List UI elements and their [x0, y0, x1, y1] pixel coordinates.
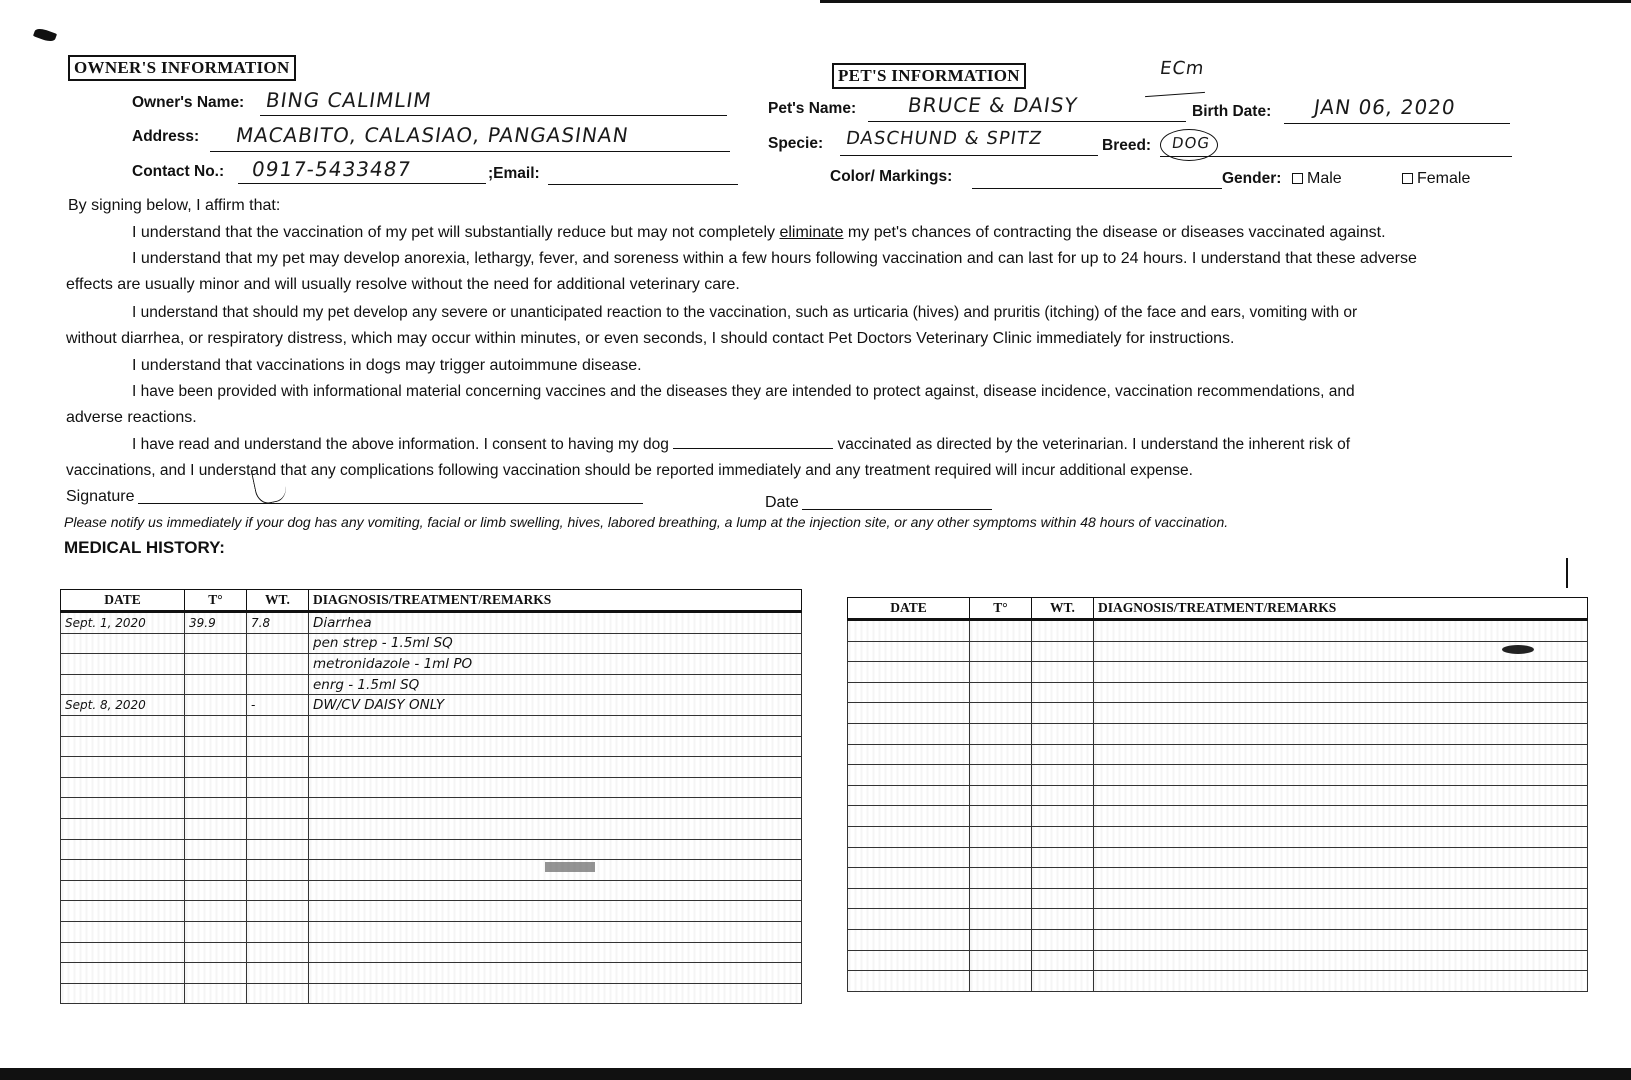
row-weight-cell [1032, 950, 1094, 971]
bottom-edge-band [0, 1068, 1631, 1080]
row-temp-cell [185, 963, 247, 984]
consent-paragraph-3-line-1: I understand that should my pet develop any severe or unanticipated reaction to the vaccination, such as urticaria (hives) and pruritis (itching) of the face and ears, vomiting with or [132, 304, 1358, 321]
row-remarks-cell [1094, 806, 1588, 827]
table-row [848, 723, 1588, 744]
row-temp-cell [970, 847, 1032, 868]
row-remarks-cell [1094, 950, 1588, 971]
row-weight-cell [247, 715, 309, 736]
row-remarks-cell [309, 963, 802, 984]
row-weight-cell [1032, 909, 1094, 930]
gender-female-label: Female [1417, 170, 1471, 187]
row-remarks-cell [1094, 620, 1588, 642]
row-date-cell [848, 641, 970, 662]
row-remarks-cell [309, 880, 802, 901]
row-temp-cell [970, 950, 1032, 971]
contact-value: 0917-5433487 [250, 157, 413, 181]
row-remarks-cell [309, 798, 802, 819]
row-weight-cell [247, 757, 309, 778]
table-row [848, 971, 1588, 992]
table-row [61, 818, 802, 839]
consent-paragraph-6-line-2: vaccinations, and I understand that any complications following vaccination should be reported immediately and any treatment required will incur additional expense. [66, 462, 1193, 479]
row-date-cell [61, 777, 185, 798]
email-label: ;Email: [488, 165, 540, 182]
top-edge-line [820, 0, 1631, 3]
row-remarks-cell [309, 818, 802, 839]
row-remarks-cell [1094, 971, 1588, 992]
consent-paragraph-3-line-2: without diarrhea, or respiratory distress, which may occur within minutes, or even seconds, I should contact Pet Doctors Veterinary Clinic immediately for instructions. [66, 330, 1235, 347]
specie-label: Specie: [768, 135, 824, 152]
row-weight-cell [247, 839, 309, 860]
date-line[interactable] [802, 509, 992, 510]
row-weight-cell [1032, 703, 1094, 724]
table-row [848, 785, 1588, 806]
consent-p6-start: I have read and understand the above information. I consent to having my dog [132, 436, 669, 453]
table-row [848, 909, 1588, 930]
row-remarks-cell [1094, 826, 1588, 847]
gender-male-option[interactable] [1292, 170, 1342, 188]
row-temp-cell [970, 888, 1032, 909]
row-weight-cell [247, 963, 309, 984]
address-value: MACABITO, CALASIAO, PANGASINAN [234, 123, 631, 147]
consent-p6-end: vaccinated as directed by the veterinarian. I understand the inherent risk of [837, 436, 1351, 453]
col-temp-header: T° [185, 590, 247, 612]
table-row [848, 744, 1588, 765]
row-temp-cell [970, 620, 1032, 642]
table-row [61, 695, 802, 716]
dog-name-blank[interactable] [673, 448, 833, 449]
row-weight-cell [247, 921, 309, 942]
row-temp-cell [970, 929, 1032, 950]
row-temp-cell [185, 818, 247, 839]
consent-intro: By signing below, I affirm that: [68, 197, 281, 214]
col-diagnosis-header-right: DIAGNOSIS/TREATMENT/REMARKS [1094, 598, 1588, 620]
table-row [61, 736, 802, 757]
row-weight-cell [247, 633, 309, 654]
row-temp-cell [970, 662, 1032, 683]
row-date-cell [848, 723, 970, 744]
table-row [61, 612, 802, 634]
row-remarks-cell [1094, 703, 1588, 724]
row-remarks-cell [309, 715, 802, 736]
row-date-cell [848, 888, 970, 909]
row-remarks-cell [1094, 723, 1588, 744]
row-weight-cell [1032, 682, 1094, 703]
row-remarks-cell: Diarrhea [309, 612, 802, 634]
row-date-cell [61, 901, 185, 922]
row-weight-cell [247, 654, 309, 675]
row-remarks-cell [309, 777, 802, 798]
row-weight-cell [1032, 785, 1094, 806]
row-temp-cell [970, 744, 1032, 765]
row-temp-cell [185, 942, 247, 963]
row-remarks-cell [309, 942, 802, 963]
pet-margin-underline [1145, 92, 1205, 97]
row-date-cell [848, 662, 970, 683]
row-temp-cell [185, 736, 247, 757]
row-temp-cell [970, 806, 1032, 827]
row-remarks-cell [1094, 868, 1588, 889]
consent-paragraph-5-line-2: adverse reactions. [66, 409, 197, 426]
row-weight-cell [247, 818, 309, 839]
breed-value: DOG [1170, 134, 1212, 152]
consent-p1-start: I understand that the vaccination of my pet will substantially reduce but may not completely [132, 224, 780, 241]
row-remarks-cell: metronidazole - 1ml PO [309, 654, 802, 675]
row-date-cell [848, 785, 970, 806]
table-row [61, 860, 802, 881]
row-remarks-cell [1094, 744, 1588, 765]
margin-tick-right [1566, 558, 1568, 588]
birth-date-value: JAN 06, 2020 [1312, 95, 1458, 119]
table-row [61, 942, 802, 963]
row-weight-cell [1032, 723, 1094, 744]
table-row [848, 929, 1588, 950]
consent-paragraph-2-line-1: I understand that my pet may develop anorexia, lethargy, fever, and soreness within a few hours following vaccination and can last for up to 24 hours. I understand that these adverse [132, 250, 1417, 267]
row-temp-cell [185, 921, 247, 942]
row-date-cell [61, 818, 185, 839]
row-weight-cell [1032, 929, 1094, 950]
row-date-cell [61, 736, 185, 757]
row-remarks-cell [309, 839, 802, 860]
row-temp-cell [970, 826, 1032, 847]
row-temp-cell [185, 798, 247, 819]
medical-history-title: MEDICAL HISTORY: [64, 538, 225, 557]
row-temp-cell: 39.9 [185, 612, 247, 634]
row-temp-cell [185, 839, 247, 860]
row-weight-cell [1032, 765, 1094, 786]
row-temp-cell [185, 880, 247, 901]
row-date-cell [61, 963, 185, 984]
table-row [848, 806, 1588, 827]
row-date-cell [848, 909, 970, 930]
table-row [61, 901, 802, 922]
table-row [61, 633, 802, 654]
notice-text: Please notify us immediately if your dog has any vomiting, facial or limb swelling, hives, labored breathing, a lump at the injection site, or any other symptoms within 48 hours of vaccination. [64, 514, 1229, 530]
row-temp-cell [970, 682, 1032, 703]
table-row [61, 839, 802, 860]
row-weight-cell [1032, 744, 1094, 765]
row-remarks-cell: pen strep - 1.5ml SQ [309, 633, 802, 654]
date-label: Date [765, 494, 799, 511]
row-date-cell [848, 868, 970, 889]
row-remarks-cell [1094, 662, 1588, 683]
row-temp-cell [970, 723, 1032, 744]
row-remarks-cell [1094, 785, 1588, 806]
row-date-cell [61, 654, 185, 675]
row-weight-cell: - [247, 695, 309, 716]
table-row [848, 765, 1588, 786]
table-row [848, 662, 1588, 683]
row-date-cell [848, 950, 970, 971]
table-row [848, 620, 1588, 642]
row-date-cell [848, 929, 970, 950]
row-weight-cell [247, 674, 309, 695]
row-date-cell [61, 839, 185, 860]
col-date-header: DATE [61, 590, 185, 612]
row-date-cell [848, 744, 970, 765]
smudge-right-table [1502, 645, 1534, 654]
row-temp-cell [185, 715, 247, 736]
consent-paragraph-6-line-1 [132, 432, 1350, 458]
row-temp-cell [970, 703, 1032, 724]
row-temp-cell [185, 654, 247, 675]
row-weight-cell [247, 983, 309, 1004]
smudge-left-table [545, 862, 595, 872]
row-temp-cell [185, 777, 247, 798]
row-weight-cell: 7.8 [247, 612, 309, 634]
row-temp-cell [970, 765, 1032, 786]
table-row [848, 703, 1588, 724]
row-remarks-cell [1094, 888, 1588, 909]
breed-label: Breed: [1102, 137, 1152, 154]
specie-line [840, 155, 1098, 156]
row-remarks-cell [309, 921, 802, 942]
col-weight-header-right: WT. [1032, 598, 1094, 620]
table-row [848, 847, 1588, 868]
table-row [848, 888, 1588, 909]
row-date-cell [848, 826, 970, 847]
consent-paragraph-1 [132, 220, 1386, 246]
row-weight-cell [247, 798, 309, 819]
row-temp-cell [970, 785, 1032, 806]
contact-label: Contact No.: [132, 163, 225, 180]
row-temp-cell [185, 860, 247, 881]
address-label: Address: [132, 128, 200, 145]
col-temp-header-right: T° [970, 598, 1032, 620]
color-markings-line [972, 188, 1222, 189]
row-remarks-cell [309, 757, 802, 778]
row-weight-cell [1032, 847, 1094, 868]
gender-label: Gender: [1222, 170, 1282, 187]
row-weight-cell [1032, 662, 1094, 683]
row-date-cell: Sept. 8, 2020 [61, 695, 185, 716]
row-date-cell [61, 860, 185, 881]
table-row [61, 963, 802, 984]
row-weight-cell [1032, 826, 1094, 847]
owner-name-line [260, 115, 727, 116]
gender-male-label: Male [1307, 170, 1342, 187]
row-date-cell [61, 880, 185, 901]
row-date-cell [848, 703, 970, 724]
signature-line[interactable] [138, 503, 643, 504]
row-remarks-cell [309, 983, 802, 1004]
table-row [61, 921, 802, 942]
row-date-cell [61, 757, 185, 778]
row-date-cell [848, 806, 970, 827]
table-row [848, 641, 1588, 662]
row-remarks-cell: enrg - 1.5ml SQ [309, 674, 802, 695]
medical-history-table-right [847, 597, 1588, 992]
pet-name-line [868, 121, 1186, 122]
row-date-cell [848, 682, 970, 703]
consent-paragraph-4: I understand that vaccinations in dogs may trigger autoimmune disease. [132, 357, 642, 374]
row-date-cell: Sept. 1, 2020 [61, 612, 185, 634]
pet-name-value: BRUCE & DAISY [906, 93, 1080, 117]
row-date-cell [61, 921, 185, 942]
row-temp-cell [970, 641, 1032, 662]
row-temp-cell [970, 868, 1032, 889]
gender-male-checkbox[interactable] [1292, 173, 1303, 184]
row-remarks-cell [309, 736, 802, 757]
row-temp-cell [185, 674, 247, 695]
table-row [61, 798, 802, 819]
consent-paragraph-2-line-2: effects are usually minor and will usually resolve without the need for additional veterinary care. [66, 276, 740, 293]
table-row [61, 674, 802, 695]
col-diagnosis-header: DIAGNOSIS/TREATMENT/REMARKS [309, 590, 802, 612]
row-temp-cell [185, 633, 247, 654]
table-row [61, 983, 802, 1004]
col-weight-header: WT. [247, 590, 309, 612]
row-weight-cell [1032, 868, 1094, 889]
row-temp-cell [185, 757, 247, 778]
row-temp-cell [185, 695, 247, 716]
table-row [61, 777, 802, 798]
specie-value: DASCHUND & SPITZ [844, 128, 1044, 149]
signature-label: Signature [66, 488, 135, 505]
row-weight-cell [247, 777, 309, 798]
row-weight-cell [1032, 806, 1094, 827]
row-remarks-cell [1094, 847, 1588, 868]
row-date-cell [61, 633, 185, 654]
contact-line [238, 183, 486, 184]
table-row [848, 682, 1588, 703]
row-weight-cell [1032, 641, 1094, 662]
breed-line [1160, 156, 1512, 157]
row-remarks-cell: DW/CV DAISY ONLY [309, 695, 802, 716]
email-line [548, 184, 738, 185]
row-weight-cell [247, 880, 309, 901]
address-line [210, 151, 730, 152]
row-temp-cell [970, 971, 1032, 992]
row-weight-cell [247, 901, 309, 922]
row-date-cell [848, 765, 970, 786]
row-weight-cell [247, 736, 309, 757]
table-row [61, 880, 802, 901]
scan-mark [33, 27, 57, 44]
row-temp-cell [185, 983, 247, 1004]
row-weight-cell [247, 942, 309, 963]
row-temp-cell [970, 909, 1032, 930]
pet-name-label: Pet's Name: [768, 100, 857, 117]
row-weight-cell [247, 860, 309, 881]
table-row [61, 757, 802, 778]
owner-name-value: BING CALIMLIM [264, 88, 434, 112]
owner-name-label: Owner's Name: [132, 94, 245, 111]
table-row [848, 826, 1588, 847]
row-remarks-cell [1094, 909, 1588, 930]
row-remarks-cell [309, 901, 802, 922]
row-date-cell [61, 715, 185, 736]
row-weight-cell [1032, 888, 1094, 909]
table-row [848, 868, 1588, 889]
row-weight-cell [1032, 971, 1094, 992]
row-date-cell [848, 620, 970, 642]
gender-female-checkbox[interactable] [1402, 173, 1413, 184]
birth-date-label: Birth Date: [1192, 103, 1272, 120]
pet-section-title: PET'S INFORMATION [832, 63, 1026, 89]
table-row [61, 654, 802, 675]
table-row [61, 715, 802, 736]
birth-date-line [1284, 123, 1510, 124]
row-remarks-cell [1094, 929, 1588, 950]
owner-section-title: OWNER'S INFORMATION [68, 55, 296, 81]
col-date-header-right: DATE [848, 598, 970, 620]
consent-p1-end: my pet's chances of contracting the disease or diseases vaccinated against. [843, 224, 1386, 241]
row-weight-cell [1032, 620, 1094, 642]
row-remarks-cell [1094, 682, 1588, 703]
consent-p1-underlined: eliminate [779, 224, 844, 241]
medical-history-table-left [60, 589, 802, 1004]
row-date-cell [61, 942, 185, 963]
row-date-cell [61, 798, 185, 819]
row-date-cell [848, 847, 970, 868]
table-row [848, 950, 1588, 971]
pet-margin-note: ECm [1158, 58, 1206, 79]
color-markings-label: Color/ Markings: [830, 168, 953, 185]
row-date-cell [61, 674, 185, 695]
row-date-cell [61, 983, 185, 1004]
gender-female-option[interactable] [1402, 170, 1470, 188]
row-date-cell [848, 971, 970, 992]
row-remarks-cell [1094, 765, 1588, 786]
consent-paragraph-5-line-1: I have been provided with informational material concerning vaccines and the diseases they are intended to protect against, disease incidence, vaccination recommendations, and [132, 383, 1355, 400]
row-temp-cell [185, 901, 247, 922]
